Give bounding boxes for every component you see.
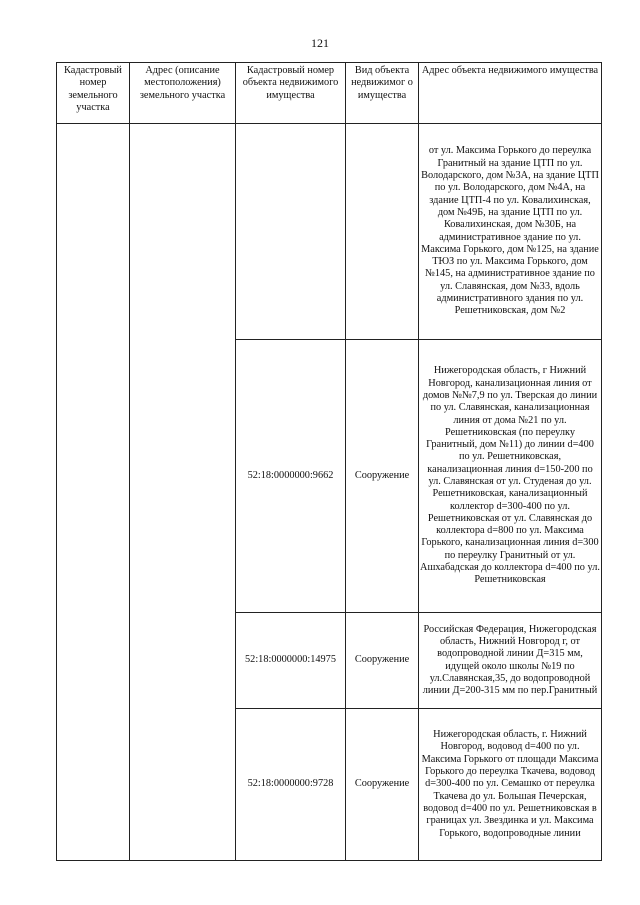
header-object-cadastral-number: Кадастровый номер объекта недвижимого имущества	[236, 63, 346, 124]
object-type-cell: Сооружение	[346, 709, 419, 861]
object-cadastral-cell: 52:18:0000000:9728	[236, 709, 346, 861]
object-address-cell: Российская Федерация, Нижегородская область, Нижний Новгород г, от водопроводной линии Д=315 мм, идущей около школы №19 по ул.Славянская,35, до водопроводной линии Д=200-315 мм по пер.Гранитный	[419, 613, 602, 709]
header-object-type: Вид объекта недвижимог о имущества	[346, 63, 419, 124]
page-number: 121	[311, 36, 329, 50]
object-address-cell: Нижегородская область, г Нижний Новгород, канализационная линия от домов №№7,9 по ул. Тверская до линии по ул. Славянская, канализационная линия от дома №21 по ул. Решетниковская (по переулку Гранитный, дом №11) до линии d=400 по ул. Решетниковская, канализационная линия d=150-200 по ул. Славянская от ул. Студеная до ул. Решетниковская, канализационный коллектор d=300-400 по ул. Решетниковская от ул. Славянская до коллектора d=800 по ул. Максима Горького, канализационная линия d=300 по переулку Гранитный от ул. Ашхабадская до коллектора d=400 по ул. Решетниковская	[419, 340, 602, 613]
table-row	[57, 124, 602, 340]
object-cadastral-cell: 52:18:0000000:9662	[236, 340, 346, 613]
land-cadastral-cell	[57, 124, 130, 861]
object-type-cell	[346, 124, 419, 340]
table-header-row	[57, 63, 602, 124]
header-land-cadastral-number: Кадастровый номер земельного участка	[57, 63, 130, 124]
object-address-cell: Нижегородская область, г. Нижний Новгород, водовод d=400 по ул. Максима Горького от площади Максима Горького до переулка Ткачева, водовод d=300-400 по ул. Семашко от переулка Ткачева до ул. Большая Печерская, водовод d=400 по ул. Решетниковская в границах ул. Звездинка и ул. Максима Горького, водопроводные линии	[419, 709, 602, 861]
header-land-address: Адрес (описание местоположения) земельного участка	[130, 63, 236, 124]
object-type-cell: Сооружение	[346, 340, 419, 613]
object-address-cell: от ул. Максима Горького до переулка Гранитный на здание ЦТП по ул. Володарского, дом №3А, на здание ЦТП по ул. Володарского, дом №4А, на здание ЦТП-4 по ул. Ковалихинская, дом №49Б, на здание ЦТП по ул. Ковалихинская, дом №30Б, на административное здание по ул. Максима Горького, дом №125, на здание ТЮЗ по ул. Максима Горького, дом №145, на административное здание по ул. Славянская, дом №33, вдоль административного здания по ул. Решетниковская, дом №2	[419, 124, 602, 340]
object-cadastral-cell: 52:18:0000000:14975	[236, 613, 346, 709]
land-address-cell	[130, 124, 236, 861]
property-table	[56, 62, 602, 861]
header-object-address: Адрес объекта недвижимого имущества	[419, 63, 602, 124]
object-type-cell: Сооружение	[346, 613, 419, 709]
object-cadastral-cell	[236, 124, 346, 340]
